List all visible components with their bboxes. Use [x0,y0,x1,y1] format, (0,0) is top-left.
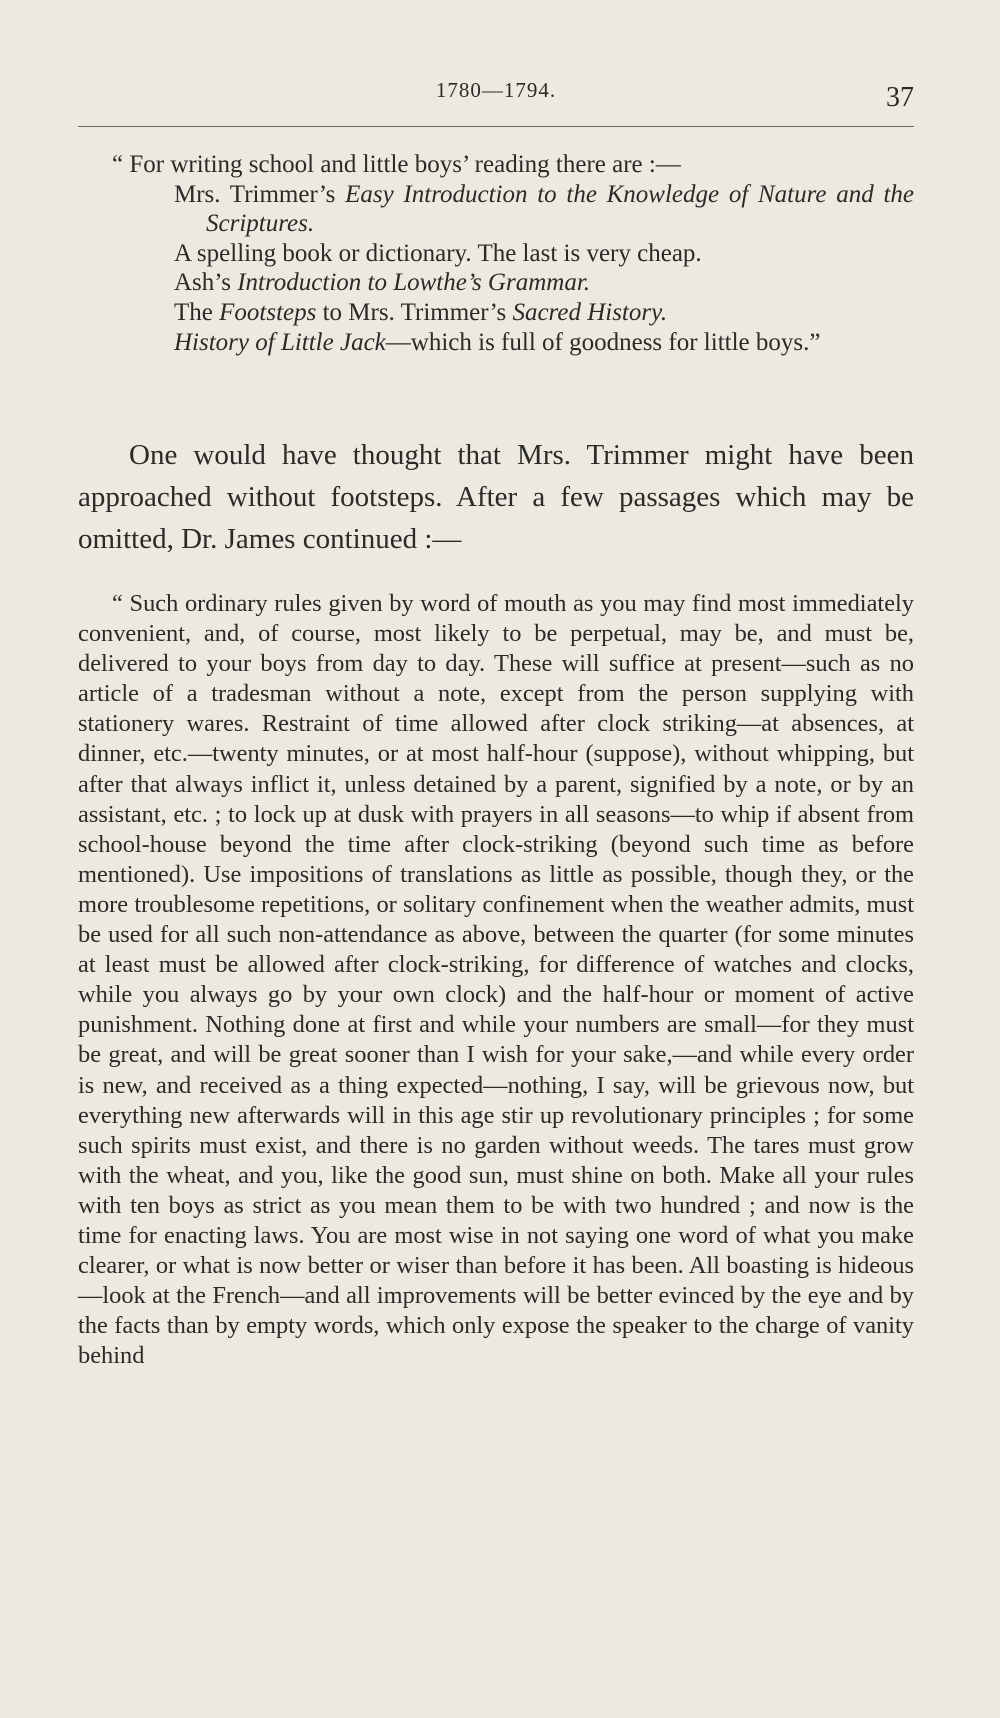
book-title: History of Little Jack [174,328,386,356]
book-list-quote [78,150,914,357]
book-item-text: Ash’s [174,269,238,297]
book-item-text: to Mrs. Trimmer’s [316,298,513,326]
book-item-text: The [174,298,220,326]
page-number: 37 [886,82,914,113]
book-item-ash-introduction [174,268,914,298]
book-title: Sacred History. [512,298,668,326]
book-item-little-jack [174,328,914,358]
book-item-trimmer-easy-introduction [174,180,914,239]
book-title: Introduction to Lowthe’s Grammar. [237,269,591,297]
narrative-paragraph: One would have thought that Mrs. Trimmer might have been approached without footsteps. After a few passages which may be omitted, Dr. James continued :— [78,439,914,555]
running-title: 1780—1794. [435,78,557,102]
book-item-footsteps [174,298,914,328]
book-item-text: Mrs. Trimmer’s [174,180,346,208]
dr-james-letter-quote: “ Such ordinary rules given by word of mouth as you may find most immediately convenient, and, of course, most likely to be perpetual, may be, and must be, delivered to your boys from day to day. These will suffice at present—such as no article of a tradesman without a note, except from the person supplying with stationery wares. Restraint of time allowed after clock striking—at absences, at dinner, etc.—twenty minutes, or at most half-hour (suppose), without whipping, but after that always inflict it, unless detained by a parent, signified by a note, or by an assistant, etc. ; to lock up at dusk with prayers in all seasons—to whip if absent from school-house beyond the time after clock-striking (beyond such time as before mentioned). Use impositions of translations as little as possible, though they, or the more troublesome repetitions, or solitary confinement when the weather admits, must be used for all such non-attendance as above, between the quarter (for some minutes at least must be allowed after clock-striking, for difference of watches and clocks, while you always go by your own clock) and the half-hour or moment of active punishment. Nothing done at first and while your numbers are small—for they must be great, and will be great sooner than I wish for your sake,—and while every order is new, and received as a thing expected—nothing, I say, will be grievous now, but everything new afterwards will in this age stir up revolutionary principles ; for some such spirits must exist, and there is no garden without weeds. The tares must grow with the wheat, and you, like the good sun, must shine on both. Make all your rules with ten boys as strict as you mean them to be with two hundred ; and now is the time for enacting laws. You are most wise in not saying one word of what you make clearer, or what is now better or wiser than before it has been. All boasting is hideous—look at the French—and all improvements will be better evinced by the eye and by the facts than by empty words, which only expose the speaker to the charge of vanity behind [78,590,914,1370]
book-item-text: A spelling book or dictionary. The last is very cheap. [174,239,702,267]
running-header [78,76,914,127]
book-title: Easy Introduction to the Knowledge of Nature and the Scriptures. [206,180,914,238]
book-item-text: —which is full of goodness for little boys.” [385,328,821,356]
quote-intro: “ For writing school and little boys’ reading there are :— [112,151,681,178]
book-item-spelling-book [174,239,914,269]
book-title: Footsteps [219,298,317,326]
